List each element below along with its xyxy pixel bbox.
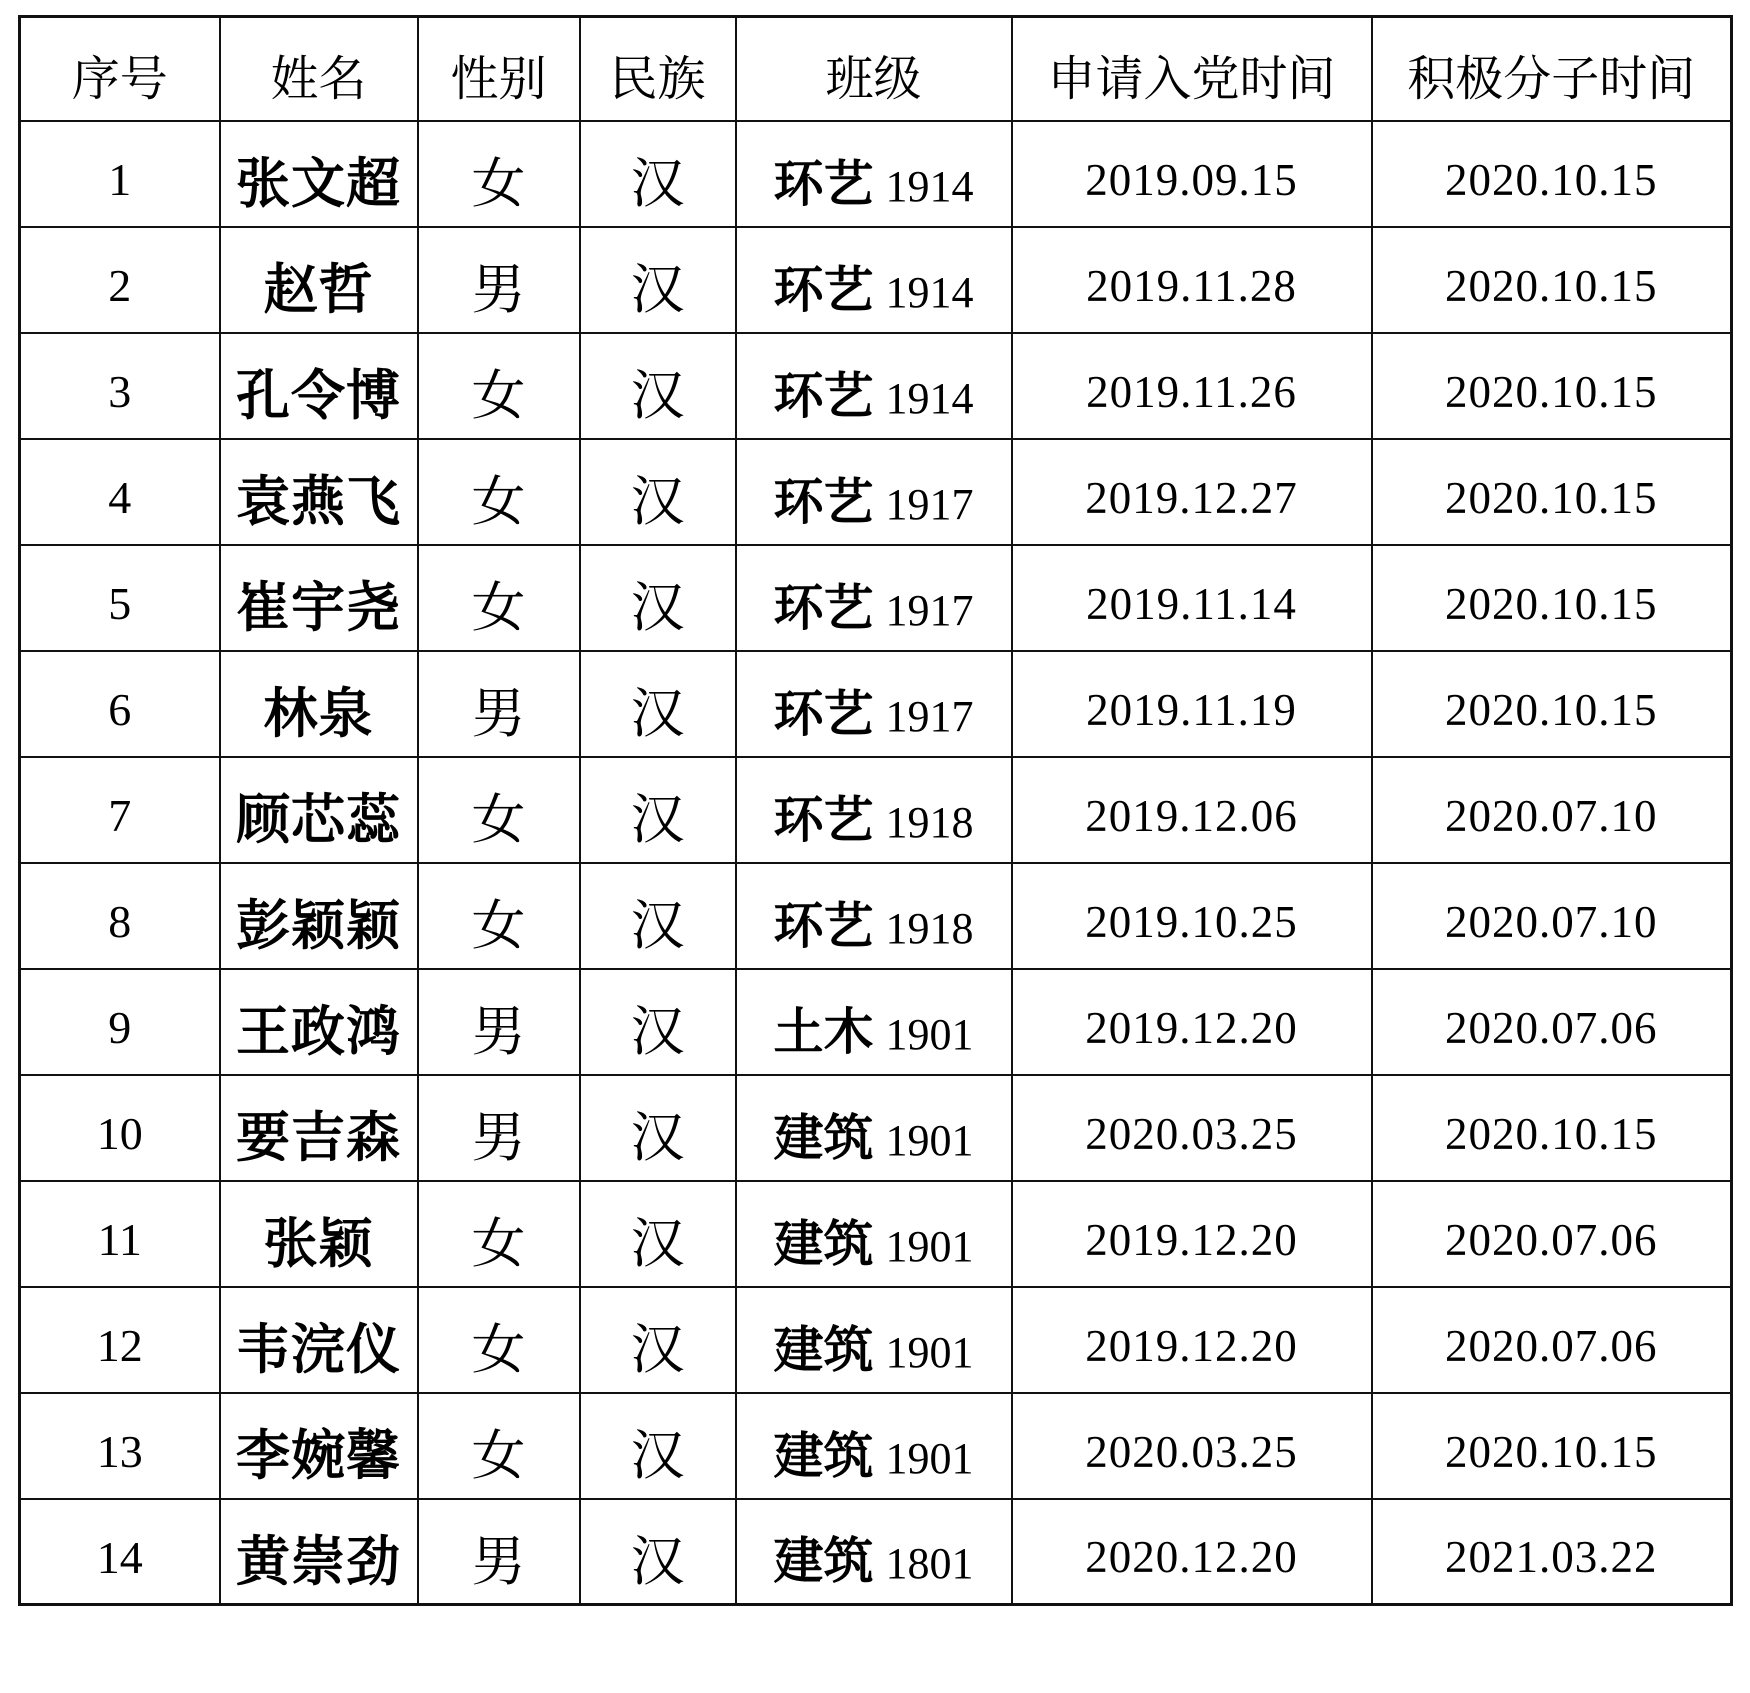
ethnicity-value: 汉 [630,260,685,320]
cell-ethnicity [580,1075,736,1181]
ethnicity-value: 汉 [630,1214,685,1274]
activist-date: 2020.10.15 [1445,1108,1658,1159]
cell-apply-time [1012,863,1372,969]
apply-date: 2019.09.15 [1085,154,1298,205]
row-number: 1 [108,154,132,205]
ethnicity-value: 汉 [630,366,685,426]
cell-no [20,1287,220,1393]
cell-name [220,863,418,969]
cell-name [220,1393,418,1499]
ethnicity-value: 汉 [630,684,685,744]
cell-no [20,121,220,227]
cell-apply-time [1012,333,1372,439]
activist-date: 2020.10.15 [1445,472,1658,523]
cell-name [220,121,418,227]
cell-ethnicity [580,333,736,439]
header-ethnicity: 民族 [580,17,736,121]
cell-activist-time [1372,545,1732,651]
table-row [20,1287,1732,1393]
cell-no [20,333,220,439]
apply-date: 2019.11.19 [1086,684,1297,735]
student-name: 李婉馨 [236,1426,401,1486]
gender-value: 男 [471,1002,526,1062]
header-class: 班级 [736,17,1012,121]
cell-gender [418,227,580,333]
cell-class [736,1075,1012,1181]
table-row [20,757,1732,863]
class-number: 1901 [885,1009,974,1059]
cell-class [736,333,1012,439]
cell-class [736,545,1012,651]
cell-no [20,651,220,757]
ethnicity-value: 汉 [630,578,685,638]
gender-value: 女 [471,896,526,956]
cell-class [736,227,1012,333]
class-department: 建筑 [773,1215,874,1272]
row-number: 3 [108,366,132,417]
class-number: 1917 [885,479,974,529]
ethnicity-value: 汉 [630,1108,685,1168]
cell-ethnicity [580,1393,736,1499]
class-number: 1918 [885,903,974,953]
row-number: 12 [96,1320,143,1371]
cell-ethnicity [580,1181,736,1287]
gender-value: 男 [471,260,526,320]
class-number: 1901 [885,1433,974,1483]
student-name: 彭颖颖 [236,896,401,956]
cell-apply-time [1012,1287,1372,1393]
apply-date: 2019.10.25 [1085,896,1298,947]
ethnicity-value: 汉 [630,790,685,850]
class-number: 1914 [885,267,974,317]
row-number: 10 [96,1108,143,1159]
class-number: 1918 [885,797,974,847]
cell-class [736,1287,1012,1393]
class-department: 环艺 [773,685,874,742]
table-row [20,439,1732,545]
activist-date: 2020.10.15 [1445,154,1658,205]
cell-apply-time [1012,121,1372,227]
cell-gender [418,545,580,651]
table-row [20,651,1732,757]
cell-class [736,757,1012,863]
cell-ethnicity [580,545,736,651]
class-number: 1917 [885,585,974,635]
student-name: 韦浣仪 [236,1320,401,1380]
cell-ethnicity [580,121,736,227]
table-row [20,545,1732,651]
cell-activist-time [1372,1181,1732,1287]
apply-date: 2020.03.25 [1085,1108,1298,1159]
gender-value: 女 [471,790,526,850]
cell-activist-time [1372,1393,1732,1499]
table-row [20,863,1732,969]
class-department: 建筑 [773,1427,874,1484]
student-name: 林泉 [263,684,374,744]
student-name: 袁燕飞 [236,472,401,532]
class-number: 1901 [885,1115,974,1165]
cell-ethnicity [580,439,736,545]
gender-value: 女 [471,154,526,214]
cell-gender [418,969,580,1075]
cell-ethnicity [580,757,736,863]
class-number: 1801 [885,1539,974,1589]
gender-value: 男 [471,684,526,744]
class-number: 1914 [885,373,974,423]
class-department: 环艺 [773,897,874,954]
cell-apply-time [1012,651,1372,757]
cell-no [20,1181,220,1287]
cell-class [736,651,1012,757]
cell-gender [418,333,580,439]
cell-activist-time [1372,227,1732,333]
cell-class [736,1181,1012,1287]
student-name: 孔令博 [236,366,401,426]
cell-activist-time [1372,333,1732,439]
activist-date: 2020.10.15 [1445,366,1658,417]
apply-date: 2019.12.27 [1085,472,1298,523]
cell-no [20,439,220,545]
gender-value: 女 [471,366,526,426]
apply-date: 2019.12.20 [1085,1002,1298,1053]
header-no: 序号 [20,17,220,121]
cell-name [220,1287,418,1393]
cell-apply-time [1012,757,1372,863]
gender-value: 女 [471,578,526,638]
row-number: 6 [108,684,132,735]
cell-activist-time [1372,757,1732,863]
cell-no [20,1393,220,1499]
cell-gender [418,863,580,969]
apply-date: 2019.11.28 [1086,260,1297,311]
table-row [20,333,1732,439]
cell-name [220,545,418,651]
cell-apply-time [1012,227,1372,333]
cell-activist-time [1372,439,1732,545]
gender-value: 男 [471,1531,526,1592]
class-number: 1914 [885,161,974,211]
cell-name [220,1181,418,1287]
row-number: 7 [108,790,132,841]
ethnicity-value: 汉 [630,1531,685,1592]
cell-activist-time [1372,1499,1732,1605]
activist-date: 2020.07.06 [1445,1002,1658,1053]
apply-date: 2019.12.06 [1085,790,1298,841]
cell-apply-time [1012,439,1372,545]
activist-date: 2020.10.15 [1445,260,1658,311]
activist-date: 2020.10.15 [1445,578,1658,629]
cell-activist-time [1372,1075,1732,1181]
cell-name [220,333,418,439]
student-name: 崔宇尧 [236,578,401,638]
cell-no [20,545,220,651]
cell-gender [418,1393,580,1499]
party-activist-roster-table [18,15,1733,1606]
class-department: 建筑 [773,1321,874,1378]
cell-activist-time [1372,969,1732,1075]
row-number: 5 [108,578,132,629]
ethnicity-value: 汉 [630,1320,685,1380]
cell-gender [418,1287,580,1393]
class-department: 环艺 [773,367,874,424]
cell-name [220,1499,418,1605]
cell-activist-time [1372,651,1732,757]
row-number: 4 [108,472,132,523]
cell-gender [418,1181,580,1287]
cell-apply-time [1012,545,1372,651]
student-name: 张文超 [236,154,401,214]
cell-name [220,969,418,1075]
cell-no [20,757,220,863]
cell-no [20,863,220,969]
class-department: 建筑 [773,1533,874,1590]
table-row [20,1075,1732,1181]
header-gender: 性别 [418,17,580,121]
cell-activist-time [1372,863,1732,969]
row-number: 2 [108,260,132,311]
table-body [20,121,1732,1605]
cell-name [220,651,418,757]
table-row [20,969,1732,1075]
cell-class [736,1393,1012,1499]
cell-gender [418,1075,580,1181]
cell-apply-time [1012,1499,1372,1605]
apply-date: 2019.12.20 [1085,1214,1298,1265]
class-number: 1901 [885,1327,974,1377]
activist-date: 2020.07.06 [1445,1214,1658,1265]
apply-date: 2020.03.25 [1085,1426,1298,1477]
cell-gender [418,439,580,545]
cell-ethnicity [580,227,736,333]
gender-value: 女 [471,1214,526,1274]
header-row [20,17,1732,121]
cell-class [736,969,1012,1075]
apply-date: 2019.11.26 [1086,366,1297,417]
table-row [20,1393,1732,1499]
cell-name [220,757,418,863]
cell-gender [418,121,580,227]
table-row [20,121,1732,227]
cell-apply-time [1012,1181,1372,1287]
activist-date: 2021.03.22 [1445,1532,1658,1583]
student-name: 赵哲 [263,260,374,320]
roster-table-container [18,15,1733,1606]
cell-apply-time [1012,1075,1372,1181]
cell-apply-time [1012,969,1372,1075]
student-name: 张颖 [263,1214,374,1274]
ethnicity-value: 汉 [630,1002,685,1062]
cell-ethnicity [580,1499,736,1605]
class-department: 建筑 [773,1109,874,1166]
cell-ethnicity [580,863,736,969]
header-activist-time: 积极分子时间 [1372,17,1732,121]
cell-ethnicity [580,1287,736,1393]
activist-date: 2020.07.06 [1445,1320,1658,1371]
activist-date: 2020.07.10 [1445,790,1658,841]
class-department: 环艺 [773,791,874,848]
cell-gender [418,651,580,757]
gender-value: 男 [471,1108,526,1168]
apply-date: 2019.12.20 [1085,1320,1298,1371]
row-number: 14 [96,1531,143,1583]
cell-class [736,863,1012,969]
student-name: 王政鸿 [236,1002,401,1062]
class-department: 土木 [773,1003,874,1060]
row-number: 9 [108,1002,132,1053]
row-number: 8 [108,896,132,947]
class-number: 1901 [885,1221,974,1271]
ethnicity-value: 汉 [630,896,685,956]
cell-name [220,227,418,333]
table-header [20,17,1732,121]
cell-ethnicity [580,969,736,1075]
row-number: 11 [97,1214,142,1265]
cell-apply-time [1012,1393,1372,1499]
header-apply-time: 申请入党时间 [1012,17,1372,121]
ethnicity-value: 汉 [630,472,685,532]
cell-no [20,969,220,1075]
student-name: 要吉森 [236,1108,401,1168]
gender-value: 女 [471,1426,526,1486]
apply-date: 2019.11.14 [1086,578,1297,629]
cell-no [20,227,220,333]
gender-value: 女 [471,472,526,532]
cell-no [20,1499,220,1605]
table-row [20,1499,1732,1605]
header-name: 姓名 [220,17,418,121]
cell-no [20,1075,220,1181]
cell-activist-time [1372,1287,1732,1393]
activist-date: 2020.10.15 [1445,1426,1658,1477]
class-department: 环艺 [773,473,874,530]
class-department: 环艺 [773,261,874,318]
student-name: 顾芯蕊 [236,790,401,850]
cell-class [736,1499,1012,1605]
cell-activist-time [1372,121,1732,227]
cell-gender [418,757,580,863]
cell-class [736,121,1012,227]
class-number: 1917 [885,691,974,741]
activist-date: 2020.10.15 [1445,684,1658,735]
row-number: 13 [96,1426,143,1477]
gender-value: 女 [471,1320,526,1380]
ethnicity-value: 汉 [630,1426,685,1486]
cell-name [220,439,418,545]
cell-gender [418,1499,580,1605]
apply-date: 2020.12.20 [1085,1532,1298,1583]
table-row [20,1181,1732,1287]
activist-date: 2020.07.10 [1445,896,1658,947]
class-department: 环艺 [773,579,874,636]
cell-name [220,1075,418,1181]
student-name: 黄崇劲 [236,1531,401,1592]
table-row [20,227,1732,333]
ethnicity-value: 汉 [630,154,685,214]
class-department: 环艺 [773,155,874,212]
cell-ethnicity [580,651,736,757]
cell-class [736,439,1012,545]
